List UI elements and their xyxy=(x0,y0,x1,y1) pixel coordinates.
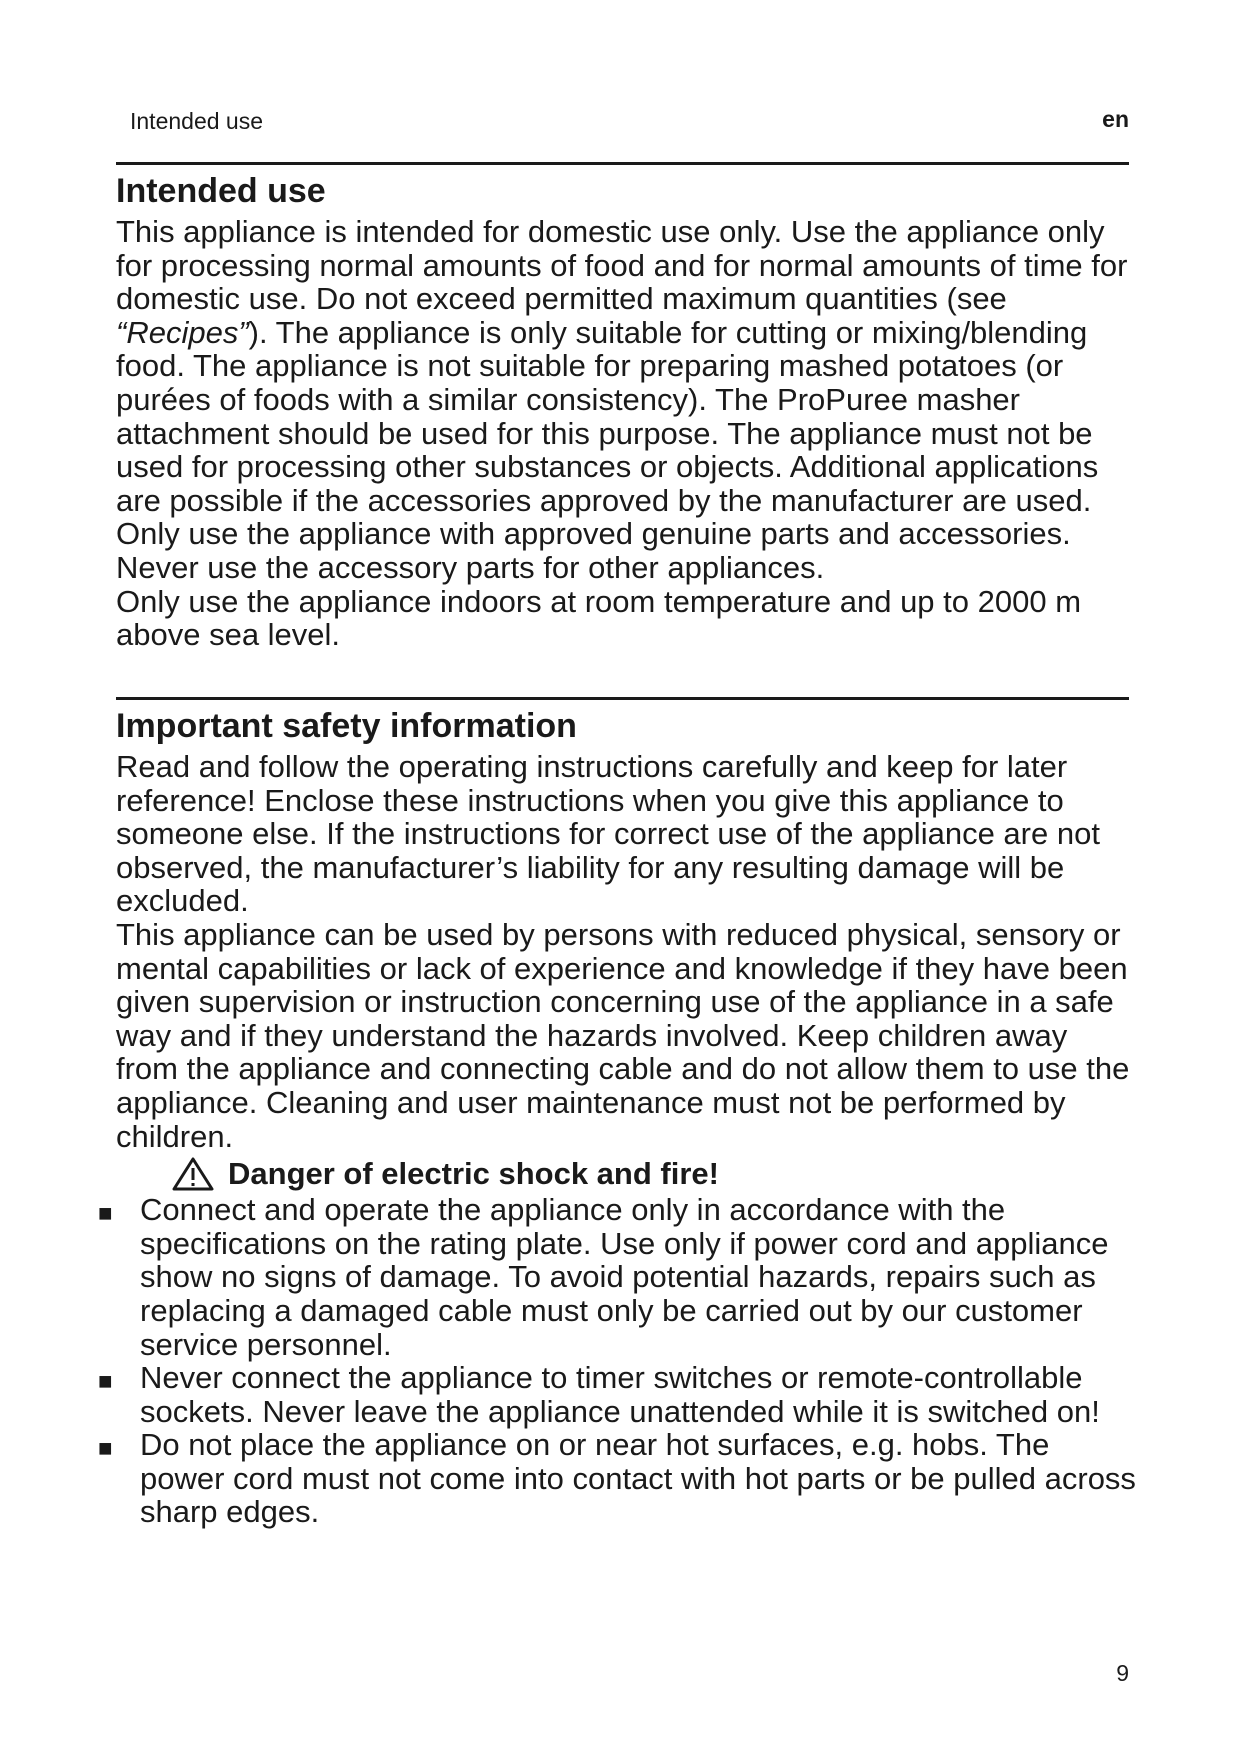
intended-use-text-pre: This appliance is intended for domestic use only. Use the appliance only for processing normal amounts of food and for normal amounts of time for domestic use. Do not exceed permitted maximum quantities (see xyxy=(116,214,1128,317)
section-rule-middle xyxy=(116,697,1129,700)
safety-paragraph-1: Read and follow the operating instructions carefully and keep for later reference! Enclose these instructions when you give this appliance to someone else. If the instructions for correct use of the appliance are not observed, the manufacturer’s liability for any resulting damage will be excluded. xyxy=(116,749,1100,919)
safety-paragraph-2: This appliance can be used by persons with reduced physical, sensory or mental capabilities or lack of experience and knowledge if they have been given supervision or instruction concerning use of the appliance in a safe way and if they understand the hazards involved. Keep children away from the appliance and connecting cable and do not allow them to use the appliance. Cleaning and user maintenance must not be performed by children. xyxy=(116,916,1130,1154)
header-section-label: Intended use xyxy=(130,108,264,134)
warning-heading xyxy=(172,1157,1136,1191)
intended-use-section xyxy=(116,171,1136,652)
bullet-marker: ■ xyxy=(98,1368,113,1396)
bullet-marker: ■ xyxy=(98,1200,113,1228)
warning-list xyxy=(98,1193,1136,1529)
warning-item xyxy=(98,1428,1136,1529)
bullet-marker: ■ xyxy=(98,1435,113,1463)
recipes-reference: “Recipes” xyxy=(116,314,249,350)
warning-item-text: Never connect the appliance to timer switches or remote-controllable sockets. Never leave the appliance unattended while it is switched on! xyxy=(140,1360,1100,1429)
safety-title: Important safety information xyxy=(116,707,577,745)
header-language: en xyxy=(1102,106,1129,132)
page-number: 9 xyxy=(1116,1660,1129,1686)
intended-use-paragraph-2: Only use the appliance indoors at room temperature and up to 2000 m above sea level. xyxy=(116,583,1082,653)
warning-item xyxy=(98,1361,1136,1428)
warning-title: Danger of electric shock and fire! xyxy=(228,1156,719,1192)
intended-use-text-post: ). The appliance is only suitable for cutting or mixing/blending food. The appliance is not suitable for preparing mashed potatoes (or purées of foods with a similar consistency). The ProPuree masher attachment should be used for this purpose. The appliance must not be used for processing other substances or objects. Additional applications are possible if the accessories approved by the manufacturer are used. Only use the appliance with approved genuine parts and accessories. Never use the accessory parts for other appliances. xyxy=(116,314,1099,585)
section-rule-top xyxy=(116,162,1129,165)
warning-item xyxy=(98,1193,1136,1361)
intended-use-paragraph xyxy=(116,215,1136,585)
intended-use-title: Intended use xyxy=(116,172,326,210)
warning-item-text: Do not place the appliance on or near hot surfaces, e.g. hobs. The power cord must not come into contact with hot parts or be pulled across sharp edges. xyxy=(140,1427,1136,1530)
warning-item-text: Connect and operate the appliance only in accordance with the specifications on the rating plate. Use only if power cord and appliance show no signs of damage. To avoid potential hazards, repairs such as replacing a damaged cable must only be carried out by our customer service personnel. xyxy=(140,1192,1109,1362)
warning-triangle-icon xyxy=(172,1157,214,1191)
safety-section xyxy=(98,706,1136,1530)
